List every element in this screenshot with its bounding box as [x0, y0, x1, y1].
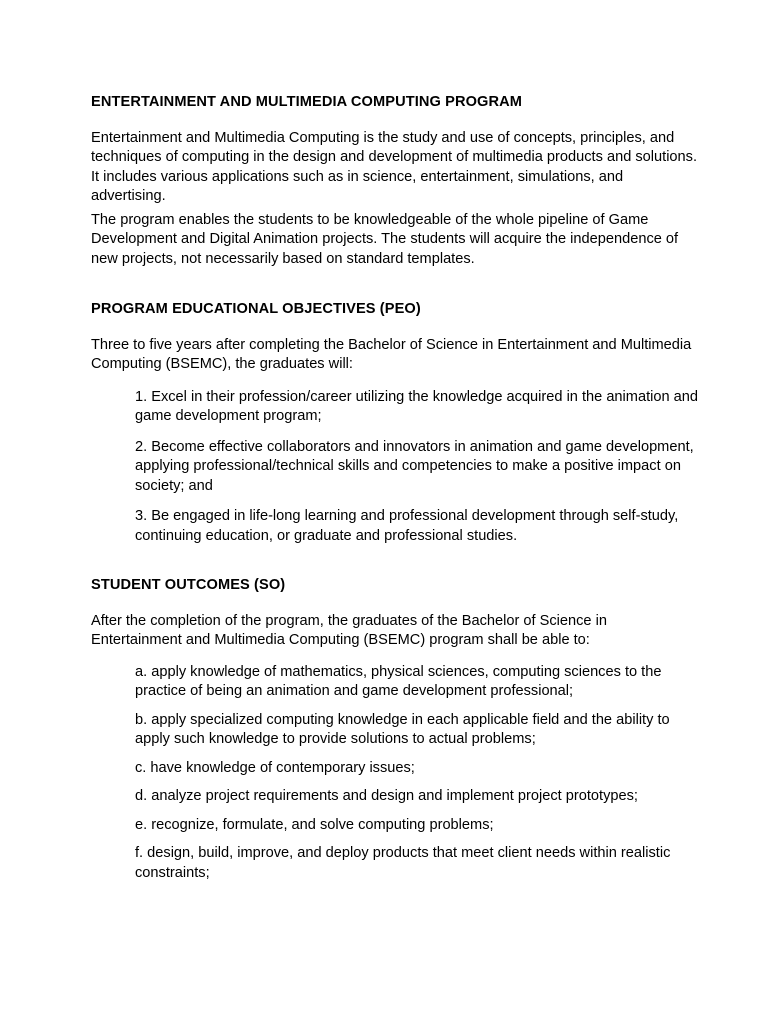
- so-heading: STUDENT OUTCOMES (SO): [91, 577, 286, 593]
- so-list: [91, 663, 698, 884]
- so-item: d. analyze project requirements and design and implement project prototypes;: [135, 788, 638, 804]
- so-item: c. have knowledge of contemporary issues;: [135, 759, 415, 776]
- peo-list: [91, 388, 698, 547]
- so-item: f. design, build, improve, and deploy products that meet client needs within realistic constraints;: [135, 845, 671, 881]
- program-heading: ENTERTAINMENT AND MULTIMEDIA COMPUTING PROGRAM: [91, 94, 523, 110]
- peo-item: 3. Be engaged in life-long learning and professional development through self-study, continuing education, or graduate and professional studies.: [135, 508, 679, 544]
- so-item: a. apply knowledge of mathematics, physical sciences, computing sciences to the practice of being an animation and game development professional;: [135, 663, 662, 699]
- peo-item: 2. Become effective collaborators and innovators in animation and game development, applying professional/technical skills and competencies to make a positive impact on society; and: [135, 438, 694, 494]
- so-item: e. recognize, formulate, and solve computing problems;: [135, 816, 494, 833]
- program-description-paragraph: Entertainment and Multimedia Computing is the study and use of concepts, principles, and techniques of computing in the design and development of multimedia products and solutions. It includes various applications such as in science, entertainment, simulations, and advertising.: [91, 129, 698, 204]
- peo-intro-paragraph: Three to five years after completing the Bachelor of Science in Entertainment and Multimedia Computing (BSEMC), the graduates will:: [91, 336, 692, 372]
- so-item: b. apply specialized computing knowledge in each applicable field and the ability to apply such knowledge to provide solutions to actual problems;: [135, 711, 670, 747]
- so-intro-paragraph: After the completion of the program, the graduates of the Bachelor of Science in Entertainment and Multimedia Computing (BSEMC) program shall be able to:: [91, 612, 607, 648]
- program-pipeline-paragraph: The program enables the students to be knowledgeable of the whole pipeline of Game Development and Digital Animation projects. The students will acquire the independence of new projects, not necessarily based on standard templates.: [91, 211, 679, 267]
- peo-heading: PROGRAM EDUCATIONAL OBJECTIVES (PEO): [91, 301, 421, 317]
- peo-item: 1. Excel in their profession/career utilizing the knowledge acquired in the animation and game development program;: [135, 388, 698, 424]
